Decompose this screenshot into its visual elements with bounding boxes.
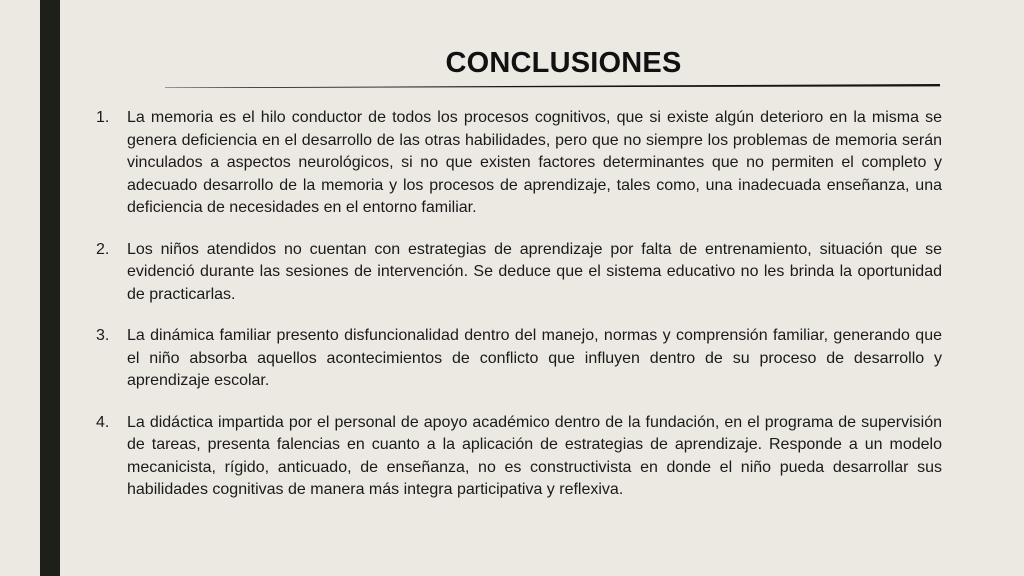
list-item-text: La memoria es el hilo conductor de todos los procesos cognitivos, que si existe algún deterioro en la misma se genera deficiencia en el desarrollo de las otras habilidades, pero que no siempre los problemas de memoria serán vinculados a aspectos neurológicos, si no que existen factores determinantes que no permiten el completo y adecuado desarrollo de la memoria y los procesos de aprendizaje, tales como, una inadecuada enseñanza, una deficiencia de necesidades en el entorno familiar. <box>127 109 942 216</box>
list-item-text: Los niños atendidos no cuentan con estrategias de aprendizaje por falta de entrenamiento, situación que se evidenció durante las sesiones de intervención. Se deduce que el sistema educativo no les brinda la oportunidad de practicarlas. <box>127 240 942 303</box>
list-item-text: La didáctica impartida por el personal de apoyo académico dentro de la fundación, en el programa de supervisión de tareas, presenta falencias en cuanto a la aplicación de estrategias de aprendizaje. Responde a un modelo mecanicista, rígido, anticuado, de enseñanza, no es constructivista en donde el niño pueda desarrollar sus habilidades cognitivas de manera más integra participativa y reflexiva. <box>127 413 942 498</box>
title-underline <box>165 84 940 88</box>
list-item <box>96 325 942 393</box>
list-item-number: 2. <box>96 240 110 258</box>
list-item-number: 1. <box>96 109 110 126</box>
list-item-number: 4. <box>96 413 110 431</box>
list-item-text: La dinámica familiar presento disfuncionalidad dentro del manejo, normas y comprensión familiar, generando que el niño absorba aquellos acontecimientos de conflicto que influyen dentro de su proceso de desarrollo y aprendizaje escolar. <box>127 327 942 389</box>
list-item <box>96 239 942 307</box>
list-item <box>96 107 942 220</box>
conclusions-list <box>96 107 942 521</box>
left-accent-bar <box>40 0 60 576</box>
slide-title: CONCLUSIONES <box>445 47 682 79</box>
list-item-number: 3. <box>96 327 110 344</box>
list-item <box>96 412 942 502</box>
